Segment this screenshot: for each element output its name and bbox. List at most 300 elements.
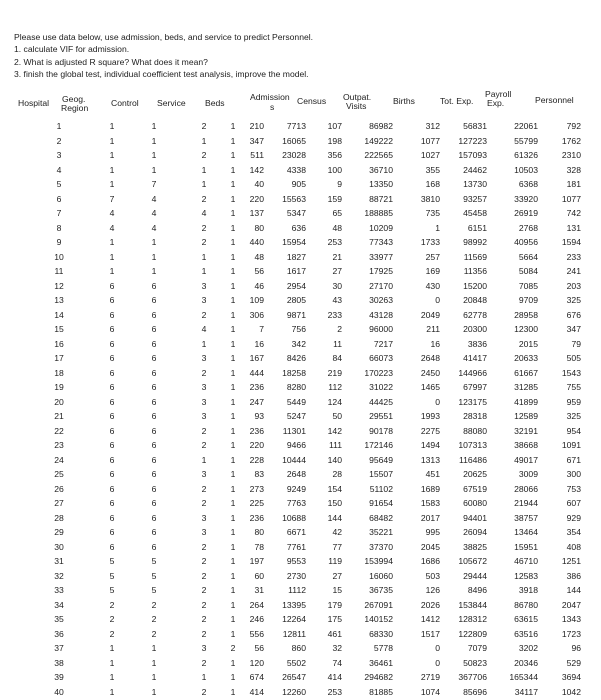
cell-admissions: 83 xyxy=(254,469,264,479)
cell-births: 90178 xyxy=(369,425,393,436)
cell-births: 37370 xyxy=(369,541,393,552)
cell-service: 3 xyxy=(201,295,207,305)
table-row xyxy=(0,178,601,193)
cell-geog-region: 6 xyxy=(109,425,115,436)
cell-outpat-visits: 107 xyxy=(327,121,342,131)
cell-control: 6 xyxy=(151,454,157,465)
table-row xyxy=(0,613,601,628)
cell-geog-region: 1 xyxy=(109,237,115,247)
cell-tot-exp: 995 xyxy=(425,527,440,537)
cell-census: 5247 xyxy=(286,411,306,421)
cell-census: 12260 xyxy=(282,686,306,697)
cell-personnel-ghost: 6368 xyxy=(518,179,538,189)
cell-payroll-exp: 105672 xyxy=(458,556,487,566)
cell-payroll-exp: 20848 xyxy=(463,295,487,305)
cell-control: 6 xyxy=(151,469,157,479)
table-row xyxy=(0,497,601,512)
cell-admissions: 46 xyxy=(254,280,264,291)
cell-personnel: 386 xyxy=(566,570,581,581)
cell-personnel: 1251 xyxy=(561,556,581,566)
cell-census: 9249 xyxy=(286,483,306,494)
cell-personnel: 529 xyxy=(566,657,581,668)
cell-hospital: 14 xyxy=(54,309,64,320)
cell-outpat-visits: 175 xyxy=(327,614,342,624)
cell-births: 294682 xyxy=(364,672,393,682)
cell-personnel: 959 xyxy=(566,396,581,407)
cell-personnel-ghost: 12300 xyxy=(514,324,538,334)
cell-tot-exp: 169 xyxy=(425,266,440,276)
cell-outpat-visits: 142 xyxy=(327,425,342,436)
cell-personnel-ghost: 61667 xyxy=(514,367,538,378)
cell-service: 2 xyxy=(201,498,207,508)
cell-personnel: 671 xyxy=(566,454,581,465)
header-payroll-exp: Exp. xyxy=(487,98,505,108)
cell-admissions: 220 xyxy=(249,193,264,204)
cell-beds: 1 xyxy=(230,585,236,595)
cell-personnel-ghost: 3918 xyxy=(518,585,538,595)
header-births: Births xyxy=(393,96,415,106)
cell-tot-exp: 2275 xyxy=(420,425,440,436)
cell-payroll-exp: 41417 xyxy=(463,353,487,363)
cell-personnel: 144 xyxy=(566,585,581,595)
cell-births: 172146 xyxy=(364,440,393,450)
table-row xyxy=(0,584,601,599)
cell-outpat-visits: 111 xyxy=(328,440,342,450)
cell-service: 3 xyxy=(201,469,207,479)
cell-outpat-visits: 100 xyxy=(327,164,342,175)
cell-geog-region: 4 xyxy=(109,208,115,218)
cell-births: 29551 xyxy=(369,411,393,421)
table-row xyxy=(0,352,601,367)
cell-admissions: 228 xyxy=(249,454,264,465)
cell-beds: 1 xyxy=(230,193,236,204)
cell-payroll-exp: 67519 xyxy=(463,483,487,494)
cell-geog-region: 6 xyxy=(109,527,115,537)
cell-personnel: 328 xyxy=(566,164,581,175)
cell-service: 2 xyxy=(201,440,207,450)
cell-outpat-visits: 2 xyxy=(337,324,342,334)
cell-births: 140152 xyxy=(364,614,393,624)
cell-control: 7 xyxy=(151,179,157,189)
cell-births: 44425 xyxy=(369,396,393,407)
cell-births: 88721 xyxy=(369,193,393,204)
cell-personnel: 742 xyxy=(566,208,581,218)
cell-beds: 1 xyxy=(230,179,236,189)
cell-service: 4 xyxy=(201,324,207,334)
cell-census: 11301 xyxy=(282,425,306,436)
cell-payroll-exp: 15200 xyxy=(463,280,487,291)
cell-geog-region: 5 xyxy=(109,570,115,581)
cell-beds: 1 xyxy=(230,672,236,682)
cell-control: 1 xyxy=(151,643,157,653)
cell-births: 267091 xyxy=(364,599,393,610)
cell-births: 36735 xyxy=(369,585,393,595)
header-geog: Geog. xyxy=(62,94,86,104)
cell-hospital: 35 xyxy=(54,614,64,624)
cell-hospital: 40 xyxy=(54,686,64,697)
table-row xyxy=(0,570,601,585)
header-tot-exp: Tot. Exp. xyxy=(440,96,474,106)
cell-outpat-visits: 159 xyxy=(327,193,342,204)
cell-personnel-ghost: 12583 xyxy=(514,570,538,581)
cell-census: 1112 xyxy=(288,585,306,595)
cell-service: 1 xyxy=(201,251,207,262)
cell-beds: 1 xyxy=(230,338,236,349)
header-personnel: Personnel xyxy=(535,95,574,105)
cell-control: 6 xyxy=(151,396,157,407)
header-region: Region xyxy=(61,103,89,113)
cell-service: 3 xyxy=(201,527,207,537)
cell-admissions: 40 xyxy=(254,179,264,189)
cell-census: 860 xyxy=(291,643,306,653)
cell-control: 5 xyxy=(151,556,157,566)
cell-births: 36461 xyxy=(369,657,393,668)
cell-births: 43128 xyxy=(369,309,393,320)
cell-personnel-ghost: 15951 xyxy=(514,541,538,552)
cell-service: 2 xyxy=(201,150,207,160)
cell-hospital: 10 xyxy=(54,251,64,262)
cell-geog-region: 1 xyxy=(109,672,115,682)
cell-personnel: 96 xyxy=(571,643,581,653)
cell-personnel-ghost: 10503 xyxy=(514,164,538,175)
cell-geog-region: 6 xyxy=(109,512,115,523)
cell-payroll-exp: 50823 xyxy=(463,657,487,668)
table-row xyxy=(0,512,601,527)
cell-control: 6 xyxy=(151,295,157,305)
cell-beds: 1 xyxy=(230,237,236,247)
cell-hospital: 15 xyxy=(54,324,64,334)
cell-beds: 1 xyxy=(230,527,236,537)
cell-admissions: 120 xyxy=(249,657,264,668)
cell-personnel: 1762 xyxy=(561,135,581,146)
cell-hospital: 37 xyxy=(54,643,64,653)
cell-outpat-visits: 27 xyxy=(332,570,342,581)
cell-geog-region: 6 xyxy=(109,324,115,334)
cell-beds: 1 xyxy=(230,295,236,305)
cell-beds: 1 xyxy=(230,324,236,334)
cell-outpat-visits: 21 xyxy=(332,251,342,262)
cell-outpat-visits: 30 xyxy=(332,280,342,291)
cell-personnel: 1091 xyxy=(561,440,581,450)
cell-personnel: 408 xyxy=(566,541,581,552)
cell-control: 4 xyxy=(151,222,157,233)
cell-births: 7217 xyxy=(373,338,393,349)
cell-tot-exp: 2648 xyxy=(420,353,440,363)
cell-personnel: 1343 xyxy=(561,614,581,624)
cell-service: 2 xyxy=(201,483,207,494)
cell-hospital: 28 xyxy=(54,512,64,523)
cell-census: 9553 xyxy=(286,556,306,566)
cell-admissions: 306 xyxy=(249,309,264,320)
cell-births: 10209 xyxy=(369,222,393,233)
cell-service: 1 xyxy=(201,179,207,189)
cell-payroll-exp: 38825 xyxy=(463,541,487,552)
table-row xyxy=(0,294,601,309)
cell-hospital: 38 xyxy=(54,657,64,668)
cell-personnel-ghost: 12589 xyxy=(514,411,538,421)
cell-tot-exp: 1494 xyxy=(420,440,440,450)
cell-hospital: 2 xyxy=(56,135,62,146)
cell-geog-region: 1 xyxy=(109,135,115,146)
cell-census: 5347 xyxy=(286,208,306,218)
cell-tot-exp: 257 xyxy=(425,251,440,262)
cell-service: 2 xyxy=(201,121,207,131)
cell-personnel-ghost: 5084 xyxy=(518,266,538,276)
cell-control: 5 xyxy=(151,585,157,595)
cell-geog-region: 6 xyxy=(109,338,115,349)
cell-control: 1 xyxy=(151,251,157,262)
cell-personnel-ghost: 21944 xyxy=(514,498,538,508)
cell-beds: 1 xyxy=(230,353,236,363)
header-control: Control xyxy=(111,98,139,108)
table-row xyxy=(0,671,601,686)
cell-beds: 1 xyxy=(230,556,236,566)
cell-personnel: 1042 xyxy=(561,686,581,697)
cell-admissions: 273 xyxy=(249,483,264,494)
cell-geog-region: 1 xyxy=(109,686,115,697)
cell-control: 1 xyxy=(151,121,157,131)
cell-personnel-ghost: 20633 xyxy=(514,353,538,363)
cell-geog-region: 6 xyxy=(109,541,115,552)
cell-personnel-ghost: 13464 xyxy=(514,527,538,537)
cell-births: 91654 xyxy=(369,498,393,508)
cell-control: 5 xyxy=(151,570,157,581)
cell-hospital: 4 xyxy=(56,164,62,175)
cell-admissions: 78 xyxy=(254,541,264,552)
cell-hospital: 11 xyxy=(54,266,64,276)
cell-hospital: 25 xyxy=(54,469,64,479)
cell-personnel-ghost: 38668 xyxy=(514,440,538,450)
cell-personnel-ghost: 41899 xyxy=(514,396,538,407)
cell-control: 1 xyxy=(151,150,157,160)
cell-personnel-ghost: 28066 xyxy=(514,483,538,494)
table-row xyxy=(0,323,601,338)
cell-hospital: 19 xyxy=(54,382,64,392)
cell-hospital: 17 xyxy=(54,353,64,363)
cell-personnel-ghost: 34117 xyxy=(514,686,538,697)
cell-admissions: 444 xyxy=(249,367,264,378)
cell-births: 77343 xyxy=(369,237,393,247)
cell-census: 15954 xyxy=(282,237,306,247)
cell-geog-region: 4 xyxy=(109,222,115,233)
cell-personnel: 79 xyxy=(571,338,581,349)
cell-payroll-exp: 20300 xyxy=(463,324,487,334)
cell-tot-exp: 430 xyxy=(425,280,440,291)
cell-hospital: 9 xyxy=(56,237,62,247)
header-hospital: Hospital xyxy=(18,98,50,108)
cell-births: 222565 xyxy=(364,150,393,160)
cell-geog-region: 6 xyxy=(109,411,115,421)
cell-geog-region: 2 xyxy=(109,614,115,624)
table-row xyxy=(0,468,601,483)
cell-service: 2 xyxy=(201,657,207,668)
cell-tot-exp: 0 xyxy=(435,396,440,407)
header-admission-s: s xyxy=(270,102,275,112)
cell-geog-region: 6 xyxy=(109,280,115,291)
cell-geog-region: 6 xyxy=(109,498,115,508)
cell-admissions: 511 xyxy=(250,150,264,160)
cell-census: 2648 xyxy=(286,469,306,479)
cell-outpat-visits: 119 xyxy=(328,556,342,566)
cell-control: 4 xyxy=(151,193,157,204)
cell-personnel-ghost: 55799 xyxy=(514,135,538,146)
cell-admissions: 220 xyxy=(249,440,264,450)
cell-births: 17925 xyxy=(369,266,393,276)
cell-personnel: 181 xyxy=(566,179,581,189)
cell-geog-region: 1 xyxy=(109,150,115,160)
cell-payroll-exp: 85696 xyxy=(463,686,487,697)
cell-geog-region: 1 xyxy=(109,643,115,653)
cell-payroll-exp: 45458 xyxy=(463,208,487,218)
cell-outpat-visits: 198 xyxy=(327,135,342,146)
cell-tot-exp: 503 xyxy=(425,570,440,581)
cell-outpat-visits: 43 xyxy=(332,295,342,305)
cell-beds: 2 xyxy=(230,643,236,653)
table-row xyxy=(0,526,601,541)
cell-service: 3 xyxy=(201,512,207,523)
table-row xyxy=(0,439,601,454)
table-row xyxy=(0,454,601,469)
cell-census: 7713 xyxy=(286,121,306,131)
cell-births: 149222 xyxy=(364,135,393,146)
cell-geog-region: 1 xyxy=(109,266,115,276)
cell-outpat-visits: 50 xyxy=(332,411,342,421)
cell-census: 342 xyxy=(291,338,306,349)
instruction-q1: 1. calculate VIF for admission. xyxy=(14,44,130,55)
header-beds: Beds xyxy=(205,98,225,108)
cell-personnel-ghost: 38757 xyxy=(514,512,538,523)
cell-tot-exp: 1465 xyxy=(420,382,440,392)
cell-personnel-ghost: 40956 xyxy=(514,237,538,247)
header-admission: Admission xyxy=(250,92,290,102)
cell-outpat-visits: 154 xyxy=(327,483,342,494)
cell-payroll-exp: 28318 xyxy=(463,411,487,421)
cell-census: 12811 xyxy=(282,628,306,639)
cell-tot-exp: 16 xyxy=(430,338,440,349)
cell-personnel: 233 xyxy=(566,251,581,262)
cell-census: 8280 xyxy=(286,382,306,392)
cell-control: 1 xyxy=(151,135,157,146)
cell-personnel-ghost: 61326 xyxy=(514,150,538,160)
cell-tot-exp: 2049 xyxy=(420,309,440,320)
cell-beds: 1 xyxy=(230,222,236,233)
cell-hospital: 36 xyxy=(54,628,64,639)
cell-admissions: 48 xyxy=(254,251,264,262)
cell-service: 2 xyxy=(201,599,207,610)
cell-admissions: 440 xyxy=(249,237,264,247)
cell-beds: 1 xyxy=(230,628,236,639)
header-payroll: Payroll xyxy=(485,89,512,99)
cell-service: 3 xyxy=(201,382,207,392)
cell-control: 6 xyxy=(151,324,157,334)
cell-beds: 1 xyxy=(230,396,236,407)
cell-tot-exp: 1733 xyxy=(420,237,440,247)
cell-outpat-visits: 11 xyxy=(333,338,342,349)
cell-admissions: 236 xyxy=(249,512,264,523)
cell-hospital: 29 xyxy=(54,527,64,537)
cell-hospital: 22 xyxy=(54,425,64,436)
cell-tot-exp: 2026 xyxy=(420,599,440,610)
cell-outpat-visits: 74 xyxy=(332,657,342,668)
cell-beds: 1 xyxy=(230,570,236,581)
cell-hospital: 39 xyxy=(54,672,64,682)
cell-beds: 1 xyxy=(230,483,236,494)
cell-admissions: 142 xyxy=(249,164,264,175)
table-row xyxy=(0,555,601,570)
cell-service: 2 xyxy=(201,367,207,378)
cell-admissions: 347 xyxy=(249,135,264,146)
cell-births: 51102 xyxy=(369,483,393,494)
cell-service: 3 xyxy=(201,396,207,407)
cell-geog-region: 6 xyxy=(109,440,115,450)
cell-geog-region: 6 xyxy=(109,295,115,305)
cell-control: 4 xyxy=(151,208,157,218)
cell-payroll-exp: 116486 xyxy=(458,454,487,465)
cell-control: 1 xyxy=(151,266,157,276)
cell-geog-region: 6 xyxy=(109,382,115,392)
cell-hospital: 30 xyxy=(54,541,64,552)
cell-payroll-exp: 367706 xyxy=(458,672,487,682)
cell-tot-exp: 1077 xyxy=(420,135,440,146)
cell-admissions: 210 xyxy=(249,121,264,131)
cell-payroll-exp: 20625 xyxy=(463,469,487,479)
table-row xyxy=(0,280,601,295)
table-row xyxy=(0,381,601,396)
cell-tot-exp: 1517 xyxy=(420,628,440,639)
cell-personnel-ghost: 3009 xyxy=(518,469,538,479)
cell-payroll-exp: 128312 xyxy=(458,614,487,624)
cell-hospital: 16 xyxy=(54,338,64,349)
cell-geog-region: 2 xyxy=(109,599,115,610)
cell-payroll-exp: 29444 xyxy=(463,570,487,581)
cell-payroll-exp: 157093 xyxy=(458,150,487,160)
cell-personnel-ghost: 49017 xyxy=(514,454,538,465)
cell-service: 2 xyxy=(201,614,207,624)
cell-beds: 1 xyxy=(230,266,236,276)
cell-tot-exp: 1686 xyxy=(420,556,440,566)
cell-geog-region: 1 xyxy=(109,179,115,189)
cell-births: 16060 xyxy=(369,570,393,581)
cell-hospital: 7 xyxy=(56,208,62,218)
cell-tot-exp: 1689 xyxy=(420,483,440,494)
cell-tot-exp: 1 xyxy=(435,222,440,233)
cell-births: 68330 xyxy=(369,628,393,639)
cell-service: 1 xyxy=(201,672,207,682)
cell-births: 170223 xyxy=(364,367,393,378)
cell-admissions: 60 xyxy=(254,570,264,581)
cell-hospital: 21 xyxy=(54,411,64,421)
cell-payroll-exp: 127223 xyxy=(458,135,487,146)
instructions xyxy=(14,31,313,80)
cell-admissions: 674 xyxy=(249,672,264,682)
cell-outpat-visits: 15 xyxy=(332,585,342,595)
cell-control: 6 xyxy=(151,382,157,392)
table-row xyxy=(0,265,601,280)
table-row xyxy=(0,120,601,135)
cell-outpat-visits: 219 xyxy=(327,367,342,378)
cell-personnel-ghost: 9709 xyxy=(518,295,538,305)
cell-control: 6 xyxy=(151,498,157,508)
cell-tot-exp: 451 xyxy=(425,469,440,479)
instruction-title: Please use data below, use admission, beds, and service to predict Personnel. xyxy=(14,32,314,42)
cell-hospital: 33 xyxy=(54,585,64,595)
cell-personnel-ghost: 2015 xyxy=(518,338,538,349)
cell-census: 8426 xyxy=(286,353,306,363)
cell-births: 95649 xyxy=(369,454,393,465)
cell-outpat-visits: 179 xyxy=(327,599,342,610)
cell-control: 6 xyxy=(151,440,157,450)
cell-census: 6671 xyxy=(286,527,306,537)
